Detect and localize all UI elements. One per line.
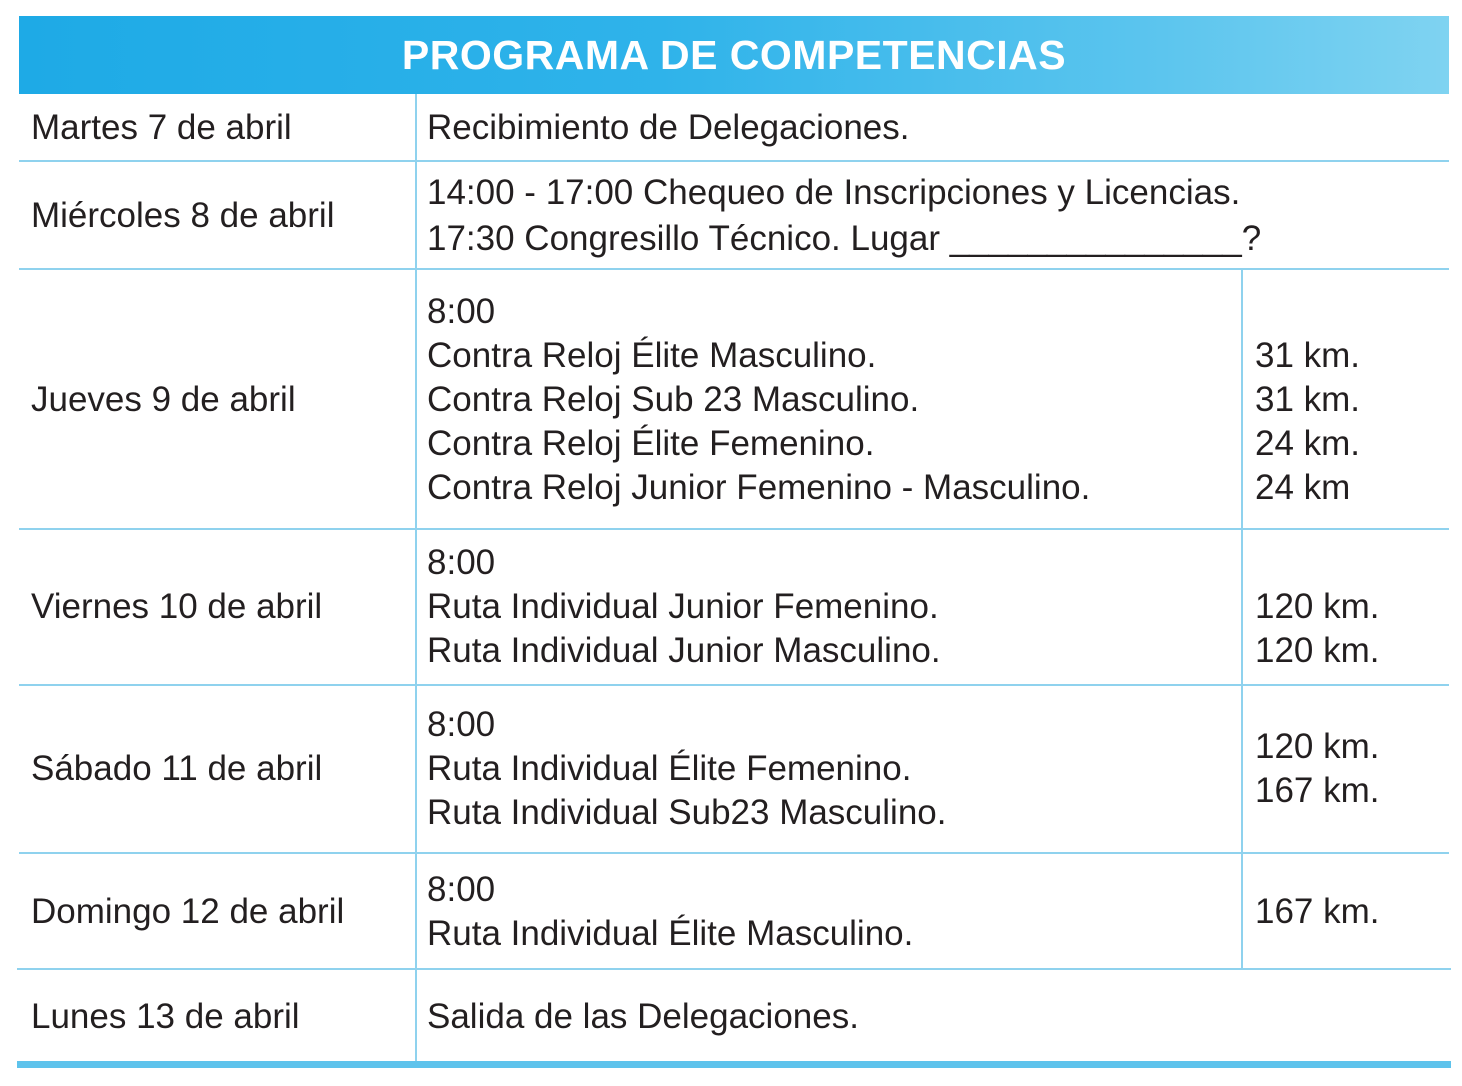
event-line: Contra Reloj Sub 23 Masculino.	[427, 380, 920, 419]
day-cell: Martes 7 de abril	[31, 108, 292, 147]
day-cell: Miércoles 8 de abril	[31, 196, 335, 235]
row-divider	[17, 968, 1451, 970]
column-divider	[415, 94, 417, 1062]
table-title: PROGRAMA DE COMPETENCIAS	[401, 31, 1067, 78]
event-line: Contra Reloj Junior Femenino - Masculino.	[427, 468, 1091, 507]
row-divider	[19, 160, 1449, 162]
event-line: Ruta Individual Sub23 Masculino.	[427, 793, 947, 832]
row-divider	[19, 684, 1449, 686]
event-line: 14:00 - 17:00 Chequeo de Inscripciones y Licencias.	[427, 173, 1241, 212]
day-cell: Lunes 13 de abril	[31, 997, 300, 1036]
distance-cell: 24 km.	[1255, 424, 1361, 463]
table-header	[19, 16, 1449, 94]
distance-cell: 120 km.	[1255, 587, 1380, 626]
event-time: 8:00	[427, 292, 496, 331]
event-line: Recibimiento de Delegaciones.	[427, 108, 910, 147]
event-line: Ruta Individual Élite Masculino.	[427, 914, 914, 953]
event-line: Contra Reloj Élite Masculino.	[427, 336, 877, 375]
row-divider	[19, 852, 1449, 854]
distance-cell: 24 km	[1255, 468, 1351, 507]
event-line: 17:30 Congresillo Técnico. Lugar _______________?	[427, 219, 1262, 258]
row-divider	[19, 528, 1449, 530]
day-cell: Viernes 10 de abril	[31, 587, 323, 626]
distance-cell: 120 km.	[1255, 727, 1380, 766]
event-line: Ruta Individual Junior Femenino.	[427, 587, 939, 626]
distance-cell: 31 km.	[1255, 380, 1361, 419]
bottom-border	[17, 1061, 1451, 1068]
day-cell: Sábado 11 de abril	[31, 749, 323, 788]
row-divider	[19, 268, 1449, 270]
distance-cell: 167 km.	[1255, 892, 1380, 931]
event-line: Ruta Individual Élite Femenino.	[427, 749, 912, 788]
day-cell: Domingo 12 de abril	[31, 892, 345, 931]
event-time: 8:00	[427, 543, 496, 582]
distance-cell: 167 km.	[1255, 771, 1380, 810]
event-line: Salida de las Delegaciones.	[427, 997, 859, 1036]
event-time: 8:00	[427, 870, 496, 909]
day-cell: Jueves 9 de abril	[31, 380, 296, 419]
distance-cell: 120 km.	[1255, 631, 1380, 670]
event-time: 8:00	[427, 705, 496, 744]
column-divider	[1241, 270, 1243, 968]
event-line: Contra Reloj Élite Femenino.	[427, 424, 875, 463]
distance-cell: 31 km.	[1255, 336, 1361, 375]
event-line: Ruta Individual Junior Masculino.	[427, 631, 941, 670]
